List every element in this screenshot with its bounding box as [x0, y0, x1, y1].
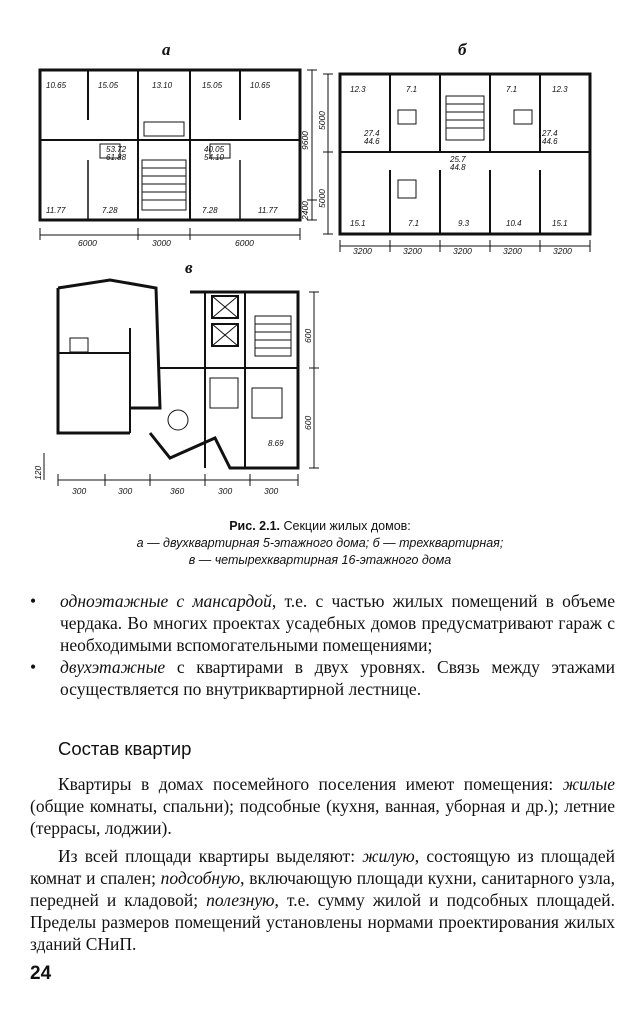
caption-label: Рис. 2.1. [229, 519, 280, 533]
apartment-area: 54.10 [204, 153, 225, 162]
dimension-label: 120 [33, 465, 43, 480]
caption-line-3: в — четырехквартирная 16-этажного дома [188, 553, 452, 567]
floor-plan-b [317, 40, 600, 256]
list-item [30, 656, 615, 700]
panel-a-letter: а [162, 40, 171, 59]
figure-panel-a [30, 40, 320, 248]
figure-caption [60, 518, 580, 569]
dimension-label: 2400 [300, 201, 310, 220]
room-area: 7.28 [102, 206, 118, 215]
dimension-label: 3000 [152, 238, 171, 248]
bullet-text: , т.е. с частью жилых помещений в объеме чердака. Во многих проектах усадебных домов предусматривают гараж с необходимыми вспомогательными помещениями; [60, 591, 615, 655]
dimension-label: 6000 [78, 238, 97, 248]
term: жилые [562, 774, 615, 794]
apartment-area: 25.7 [450, 155, 466, 164]
room-area: 15.05 [202, 81, 223, 90]
bullet-term: одноэтажные с мансардой [60, 591, 272, 611]
room-area: 15.1 [552, 219, 568, 228]
term: жилую [362, 846, 415, 866]
room-area: 15.1 [350, 219, 366, 228]
room-area: 7.28 [202, 206, 218, 215]
dimension-label: 600 [303, 328, 313, 343]
figure-panel-c [30, 258, 330, 498]
room-area: 7.1 [406, 85, 418, 94]
caption-title: Секции жилых домов: [280, 519, 411, 533]
dimension-label: 9600 [300, 131, 310, 150]
room-area: 7.1 [408, 219, 420, 228]
dimension-label: 3200 [353, 246, 372, 256]
bullet-list [30, 590, 615, 700]
dimension-label: 5000 [317, 111, 327, 130]
bullet-term: двухэтажные [60, 657, 166, 677]
dimension-label: 3200 [553, 246, 572, 256]
room-area: 10.65 [250, 81, 271, 90]
room-area: 13.10 [152, 81, 173, 90]
bullet-mark: • [30, 591, 37, 611]
room-area: 12.3 [552, 85, 568, 94]
apartment-area: 61.88 [106, 153, 127, 162]
dimension-label: 5000 [317, 189, 327, 208]
apartment-area: 27.4 [542, 129, 558, 138]
room-area: 15.05 [98, 81, 119, 90]
room-area: 8.69 [268, 439, 284, 448]
dimension-label: 300 [72, 486, 87, 496]
room-area: 7.1 [506, 85, 518, 94]
apartment-area: 44.6 [364, 137, 380, 146]
dimension-label: 300 [264, 486, 279, 496]
section-heading: Состав квартир [58, 738, 192, 759]
paragraph: Квартиры в домах посемейного поселения имеют помещения: жилые (общие комнаты, спальни); подсобные (кухня, ванная, уборная и др.); летние (террасы, лоджии). [30, 774, 615, 838]
apartment-area: 40.05 [204, 145, 225, 154]
dimension-label: 3200 [453, 246, 472, 256]
caption-line-2: а — двухквартирная 5-этажного дома; б — трехквартирная; [136, 536, 504, 550]
dimension-label: 3200 [503, 246, 522, 256]
term: подсобную [160, 868, 241, 888]
floor-plan-a [30, 40, 320, 248]
bullet-text: с квартирами в двух уровнях. Связь между этажами осуществляется по внутриквартирной лестнице. [60, 657, 615, 699]
bullet-mark: • [30, 657, 37, 677]
figure-panel-b [317, 40, 600, 256]
dimension-label: 300 [118, 486, 133, 496]
dimension-label: 3200 [403, 246, 422, 256]
room-area: 11.77 [258, 206, 278, 215]
paragraph: Из всей площади квартиры выделяют: жилую, состоящую из площадей комнат и спален; подсобную, включающую площади кухни, санитарного узла, передней и кладовой; полезную, т.е. сумму жилой и подсобных площадей. Пределы размеров помещений установлены нормами проектирования жилых зданий СНиП. [30, 846, 615, 954]
dimension-label: 300 [218, 486, 233, 496]
page-number: 24 [30, 963, 52, 984]
dimension-label: 360 [170, 486, 185, 496]
dimension-label: 600 [303, 415, 313, 430]
apartment-area: 44.6 [542, 137, 558, 146]
panel-c-letter: в [185, 258, 193, 277]
list-item [30, 590, 615, 656]
body-text [30, 773, 615, 955]
apartment-area: 53.72 [106, 145, 127, 154]
room-area: 11.77 [46, 206, 66, 215]
dimension-label: 6000 [235, 238, 254, 248]
floor-plan-c [30, 258, 330, 498]
apartment-area: 27.4 [364, 129, 380, 138]
room-area: 10.65 [46, 81, 67, 90]
room-area: 12.3 [350, 85, 366, 94]
room-area: 9.3 [458, 219, 470, 228]
panel-b-letter: б [458, 40, 467, 59]
term: полезную [206, 890, 275, 910]
room-area: 10.4 [506, 219, 522, 228]
apartment-area: 44.8 [450, 163, 466, 172]
